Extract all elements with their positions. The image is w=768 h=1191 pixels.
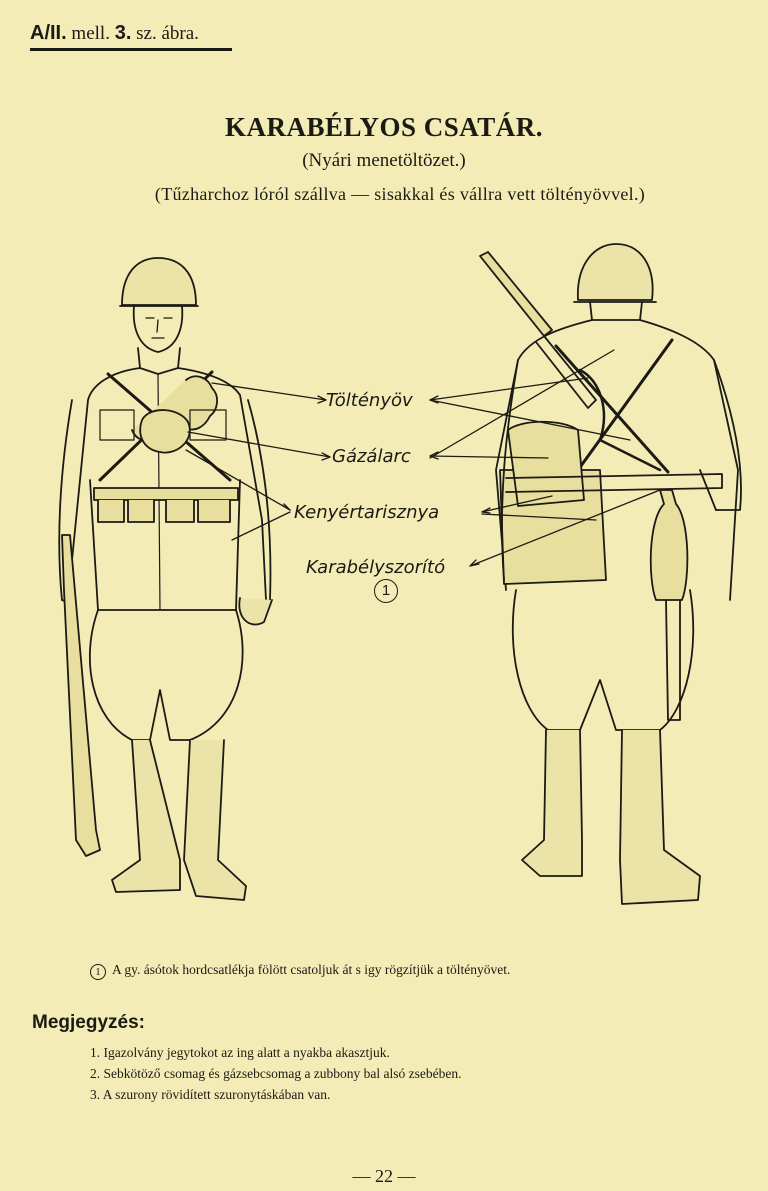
footnote-marker: 1: [90, 964, 106, 980]
figure-number: 3.: [114, 22, 132, 44]
label-karabelyszorito: Karabélyszorító: [306, 557, 446, 578]
front-soldier-figure: [59, 258, 272, 900]
footnote: [90, 962, 510, 980]
label-gazalarc: Gázálarc: [332, 446, 411, 467]
notes-list: [90, 1042, 462, 1105]
label-kenyertarisznya: Kenyértarisznya: [294, 502, 440, 523]
reference-number-marker: 1: [374, 579, 398, 603]
subtitle: (Nyári menetöltözet.): [302, 150, 466, 171]
note-item: 2. Sebkötöző csomag és gázsebcsomag a zubbony bal alsó zsebében.: [90, 1066, 462, 1081]
page-title: KARABÉLYOS CSATÁR.: [224, 112, 544, 142]
part-label: A/II.: [30, 22, 67, 44]
footnote-text: A gy. ásótok hordcsatlékja fölött csatoljuk át s igy rögzítjük a töltényövet.: [112, 962, 511, 977]
figure-label: sz. ábra.: [136, 23, 199, 44]
back-soldier-figure: [480, 244, 741, 904]
label-toltenyov: Töltényöv: [326, 390, 413, 411]
note-item: 1. Igazolvány jegytokot az ing alatt a nyakba akasztjuk.: [90, 1045, 390, 1060]
mell-label: mell.: [71, 23, 110, 44]
page-number: — 22 —: [352, 1166, 416, 1186]
notes-heading: Megjegyzés:: [32, 1012, 145, 1033]
note-item: 3. A szurony rövidített szuronytáskában van.: [90, 1087, 331, 1102]
subtitle-detail: (Tűzharchoz lóról szállva — sisakkal és vállra vett töltényövvel.): [154, 184, 646, 204]
